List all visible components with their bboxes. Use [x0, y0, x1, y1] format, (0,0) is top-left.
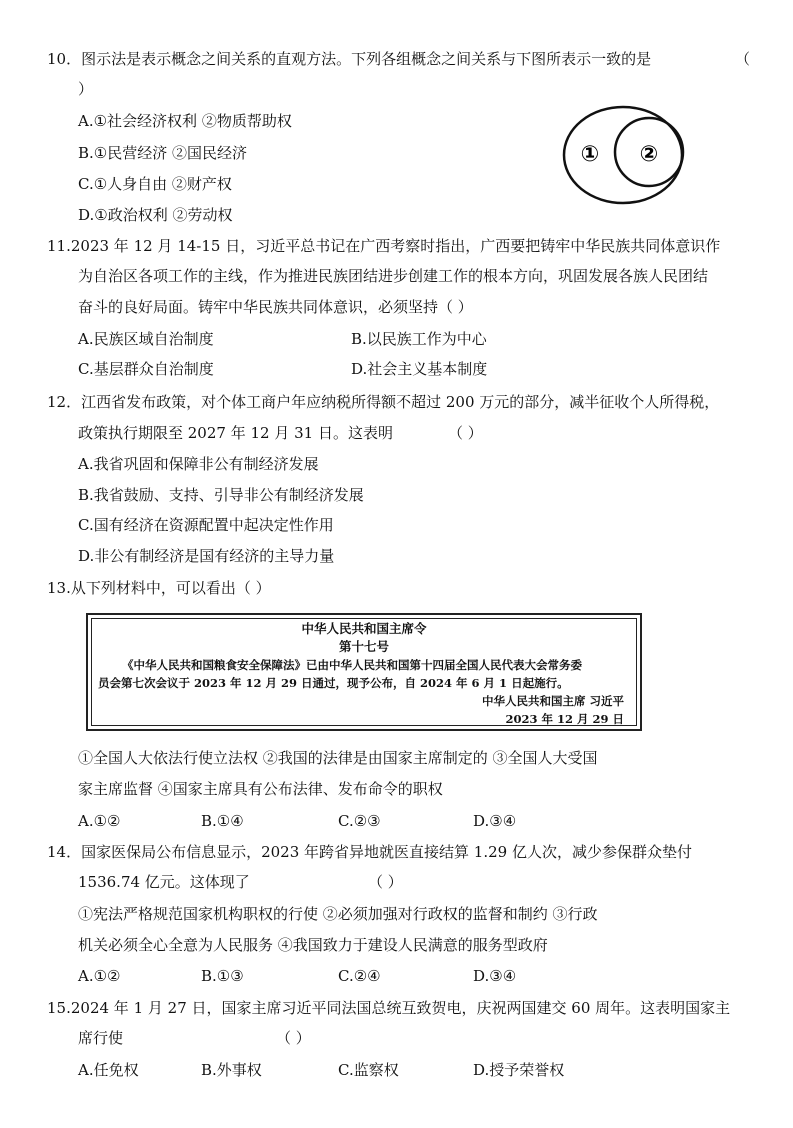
q15-line-2: 席行使 — [78, 1029, 124, 1047]
q10-option-a: A.①社会经济权利 ②物质帮助权 — [78, 112, 292, 130]
q13-option-d: D.③④ — [473, 812, 517, 830]
decree-signer: 中华人民共和国主席 习近平 — [481, 694, 624, 708]
decree-title: 中华人民共和国主席令 — [301, 621, 427, 636]
venn-diagram — [562, 104, 686, 206]
q10-paren-open: （ — [735, 50, 751, 68]
q12-option-d: D.非公有制经济是国有经济的主导力量 — [78, 547, 335, 565]
decree-body-2: 员会第七次会议于 2023 年 12 月 29 日通过，现予公布，自 2024 年 6 月 1 日起施行。 — [98, 676, 569, 690]
q11-option-a: A.民族区域自治制度 — [78, 330, 214, 348]
q14-option-a: A.①② — [78, 967, 121, 985]
q14-paren: （ ） — [368, 873, 403, 891]
q12-option-c: C.国有经济在资源配置中起决定性作用 — [78, 516, 334, 534]
q15-option-c: C.监察权 — [338, 1061, 399, 1079]
q15-option-a: A.任免权 — [78, 1061, 139, 1079]
q14-statements-line-1: ①宪法严格规范国家机构职权的行使 ②必须加强对行政权的监督和制约 ③行政 — [78, 905, 598, 923]
q15-option-b: B.外事权 — [201, 1061, 262, 1079]
q11-option-c: C.基层群众自治制度 — [78, 360, 214, 378]
q12-paren: （ ） — [448, 424, 483, 442]
q14-line-1: 14．国家医保局公布信息显示，2023 年跨省异地就医直接结算 1.29 亿人次，减少参保群众垫付 — [47, 843, 692, 861]
q14-option-b: B.①③ — [201, 967, 244, 985]
q10-paren-close: ） — [78, 80, 94, 98]
q15-option-d: D.授予荣誉权 — [473, 1061, 565, 1079]
q10-option-d: D.①政治权利 ②劳动权 — [78, 206, 233, 224]
q12-line-2: 政策执行期限至 2027 年 12 月 31 日。这表明 — [78, 424, 393, 442]
q11-line-2: 为自治区各项工作的主线，作为推进民族团结进步创建工作的根本方向，巩固发展各族人民团结 — [78, 267, 709, 285]
q12-line-1: 12．江西省发布政策，对个体工商户年应纳税所得额不超过 200 万元的部分，减半征收个人所得税， — [47, 393, 720, 411]
q14-option-d: D.③④ — [473, 967, 517, 985]
decree-body-1: 《中华人民共和国粮食安全保障法》已由中华人民共和国第十四届全国人民代表大会常务委 — [122, 658, 582, 672]
q13-statements-line-1: ①全国人大依法行使立法权 ②我国的法律是由国家主席制定的 ③全国人大受国 — [78, 749, 598, 767]
q13-option-b: B.①④ — [201, 812, 244, 830]
q14-line-2: 1536.74 亿元。这体现了 — [78, 873, 250, 891]
q11-option-d: D.社会主义基本制度 — [351, 360, 488, 378]
circle-label-1: ① — [580, 142, 600, 167]
presidential-decree-box — [86, 613, 642, 731]
q12-option-a: A.我省巩固和保障非公有制经济发展 — [78, 455, 319, 473]
decree-date: 2023 年 12 月 29 日 — [505, 712, 624, 726]
q11-line-1: 11.2023 年 12 月 14-15 日，习近平总书记在广西考察时指出，广西要把铸牢中华民族共同体意识作 — [47, 237, 721, 255]
q13-statements-line-2: 家主席监督 ④国家主席具有公布法律、发布命令的职权 — [78, 780, 443, 798]
circle-label-2: ② — [639, 142, 659, 167]
q10-option-b: B.①民营经济 ②国民经济 — [78, 144, 248, 162]
q13-option-c: C.②③ — [338, 812, 381, 830]
q12-option-b: B.我省鼓励、支持、引导非公有制经济发展 — [78, 486, 364, 504]
q13-stem: 13.从下列材料中，可以看出（ ） — [47, 579, 271, 597]
q10-option-c: C.①人身自由 ②财产权 — [78, 175, 232, 193]
q11-line-3: 奋斗的良好局面。铸牢中华民族共同体意识，必须坚持（ ） — [78, 298, 473, 316]
q13-option-a: A.①② — [78, 812, 121, 830]
q14-statements-line-2: 机关必须全心全意为人民服务 ④我国致力于建设人民满意的服务型政府 — [78, 936, 548, 954]
q15-line-1: 15.2024 年 1 月 27 日，国家主席习近平同法国总统互致贺电，庆祝两国建交 60 周年。这表明国家主 — [47, 999, 731, 1017]
q14-option-c: C.②④ — [338, 967, 381, 985]
q10-stem: 10．图示法是表示概念之间关系的直观方法。下列各组概念之间关系与下图所表示一致的是 — [47, 50, 652, 68]
decree-number: 第十七号 — [338, 639, 389, 654]
q15-paren: （ ） — [276, 1029, 311, 1047]
q11-option-b: B.以民族工作为中心 — [351, 330, 487, 348]
